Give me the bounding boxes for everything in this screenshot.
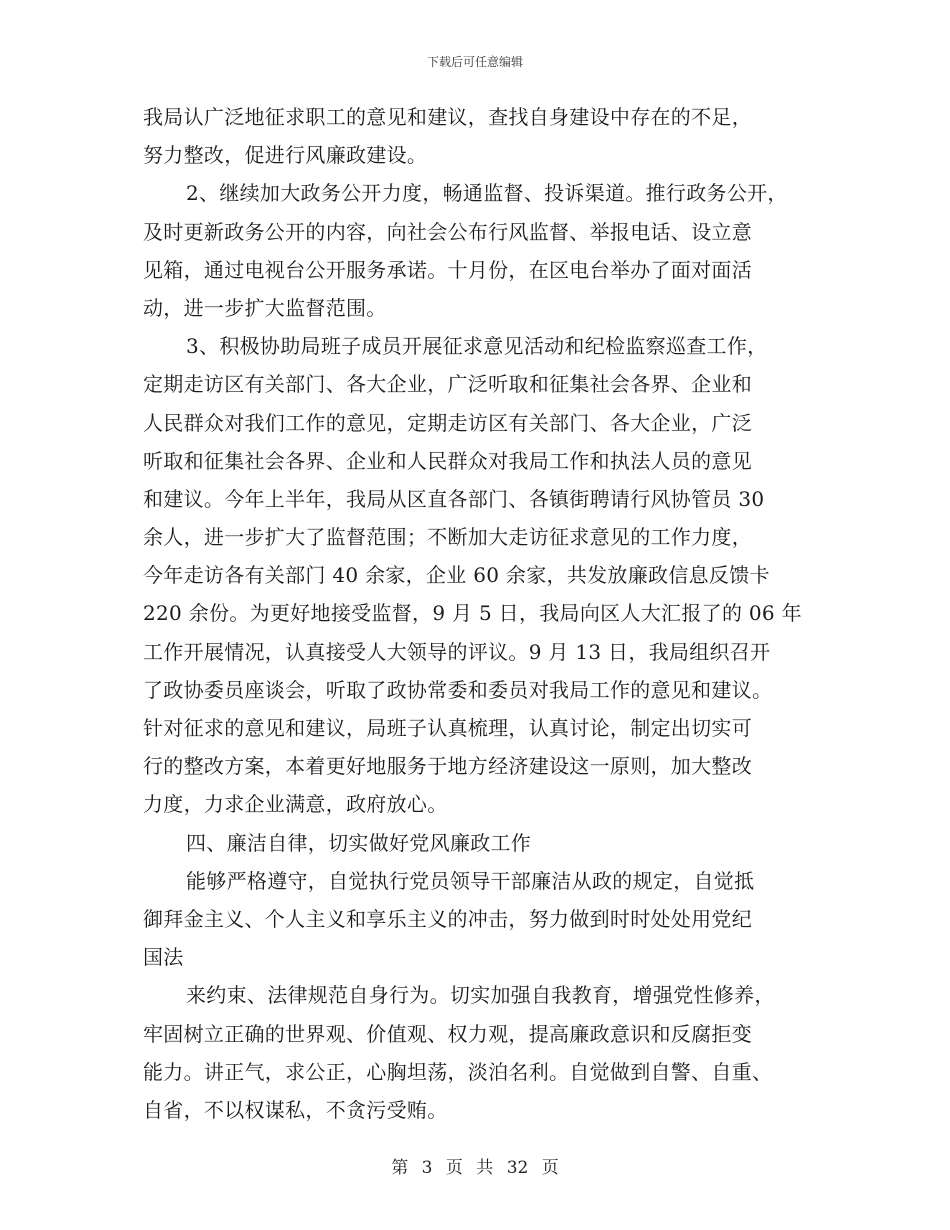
text-line: 针对征求的意见和建议，局班子认真梳理，认真讨论，制定出切实可 (143, 716, 752, 740)
text-line: 四、廉洁自律，切实做好党风廉政工作 (186, 830, 532, 855)
document-body (143, 98, 823, 1129)
text-line: 努力整改，促进行风廉政建设。 (143, 143, 428, 168)
text-line: 自省，不以权谋私，不贪污受贿。 (143, 1097, 448, 1122)
text-line: 来约束、法律规范自身行为。切实加强自我教育，增强党性修养， (186, 983, 775, 1008)
text-line: 行的整改方案，本着更好地服务于地方经济建设这一原则，加大整改 (143, 754, 752, 779)
page-header: 下载后可任意编辑 (426, 55, 523, 69)
text-line: 余人，进一步扩大了监督范围；不断加大走访征求意见的工作力度， (143, 525, 752, 550)
text-line: 动，进一步扩大监督范围。 (143, 295, 387, 320)
text-line: 2、继续加大政务公开力度，畅通监督、投诉渠道。推行政务公开， (186, 181, 788, 206)
text-line: 能够严格遵守，自觉执行党员领导干部廉洁从政的规定，自觉抵 (186, 868, 755, 893)
text-line: 及时更新政务公开的内容，向社会公布行风监督、举报电话、设立意 (143, 219, 752, 244)
text-line: 力度，力求企业满意，政府放心。 (143, 792, 448, 817)
text-line: 我局认广泛地征求职工的意见和建议，查找自身建设中存在的不足， (143, 105, 752, 129)
text-line: 定期走访区有关部门、各大企业，广泛听取和征集社会各界、企业和 (143, 372, 752, 397)
text-line: 御拜金主义、个人主义和享乐主义的冲击，努力做到时时处处用党纪 (143, 906, 752, 931)
text-line: 听取和征集社会各界、企业和人民群众对我局工作和执法人员的意见 (143, 448, 752, 473)
text-line: 能力。讲正气，求公正，心胸坦荡，淡泊名利。自觉做到自警、自重、 (143, 1059, 773, 1084)
text-line: 3、积极协助局班子成员开展征求意见活动和纪检监察巡查工作， (186, 334, 768, 359)
text-line: 牢固树立正确的世界观、价值观、权力观，提高廉政意识和反腐拒变 (143, 1021, 752, 1046)
page-number-footer: 第 3 页 共 32 页 (391, 1158, 559, 1178)
text-line: 见箱，通过电视台公开服务承诺。十月份，在区电台举办了面对面活 (143, 257, 752, 282)
text-line: 了政协委员座谈会，听取了政协常委和委员对我局工作的意见和建议。 (143, 677, 773, 702)
text-line: 220 余份。为更好地接受监督，9 月 5 日，我局向区人大汇报了的 06 年 (143, 601, 802, 626)
text-line: 和建议。今年上半年，我局从区直各部门、各镇街聘请行风协管员 30 (143, 486, 765, 511)
text-line: 工作开展情况，认真接受人大领导的评议。9 月 13 日，我局组织召开 (143, 639, 771, 664)
text-line: 国法 (143, 945, 184, 970)
text-line: 今年走访各有关部门 40 余家，企业 60 余家，共发放廉政信息反馈卡 (143, 563, 770, 588)
text-line: 人民群众对我们工作的意见，定期走访区有关部门、各大企业，广泛 (143, 410, 752, 435)
